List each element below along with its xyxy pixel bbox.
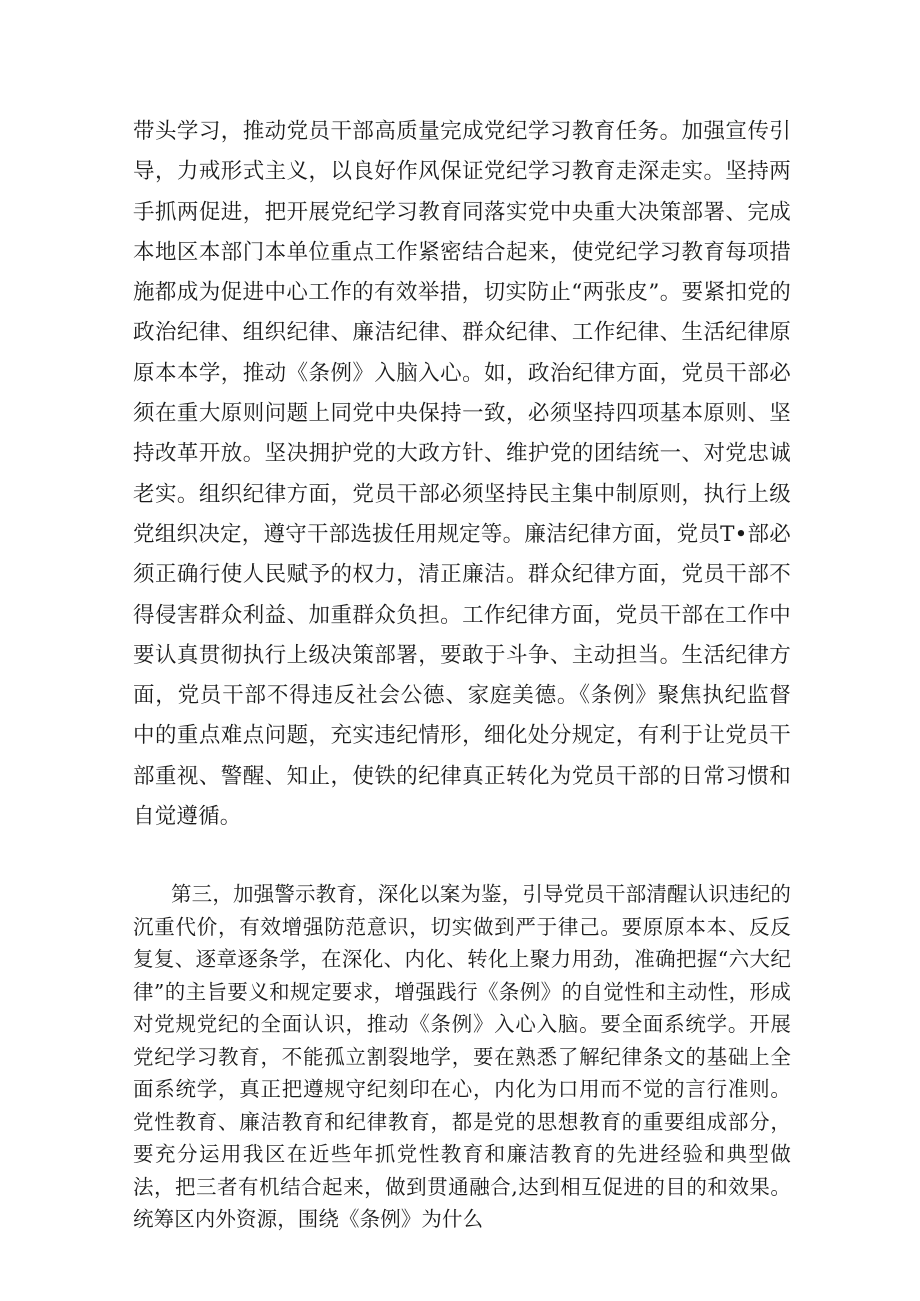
body-paragraph-discipline-study: 带头学习，推动党员干部高质量完成党纪学习教育任务。加强宣传引导，力戒形式主义，以良好作风保证党纪学习教育走深走实。坚持两手抓两促进，把开展党纪学习教育同落实党中央重大决策部署、完成本地区本部门本单位重点工作紧密结合起来，使党纪学习教育每项措施都成为促进中心工作的有效举措，切实防止“两张皮”。要紧扣党的政治纪律、组织纪律、廉洁纪律、群众纪律、工作纪律、生活纪律原原本本学，推动《条例》入脑入心。如，政治纪律方面，党员干部必须在重大原则问题上同党中央保持一致，必须坚持四项基本原则、坚持改革开放。坚决拥护党的大政方针、维护党的团结统一、对党忠诚老实。组织纪律方面，党员干部必须坚持民主集中制原则，执行上级党组织决定，遵守干部选拔任用规定等。廉洁纪律方面，党员T•部必须正确行使人民赋予的权力，清正廉洁。群众纪律方面，党员干部不得侵害群众利益、加重群众负担。工作纪律方面，党员干部在工作中要认真贯彻执行上级决策部署，要敢于斗争、主动担当。生活纪律方面，党员干部不得违反社会公德、家庭美德。《条例》聚焦执纪监督中的重点难点问题，充实违纪情形，细化处分规定，有利于让党员干部重视、警醒、知止，使铁的纪律真正转化为党员干部的日常习惯和自觉遵循。 — [133, 119, 791, 830]
body-paragraph-warning-education: 第三，加强警示教育，深化以案为鉴，引导党员干部清醒认识违纪的沉重代价，有效增强防范意识，切实做到严于律己。要原原本本、反反复复、逐章逐条学，在深化、内化、转化上聚力用劲，准确把握“六大纪律”的主旨要义和规定要求，增强践行《条例》的自觉性和主动性，形成对党规党纪的全面认识，推动《条例》入心入脑。要全面系统学。开展党纪学习教育，不能孤立割裂地学，要在熟悉了解纪律条文的基础上全面系统学，真正把遵规守纪刻印在心，内化为口用而不觉的言行准则。党性教育、廉洁教育和纪律教育，都是党的思想教育的重要组成部分，要充分运用我区在近些年抓党性教育和廉洁教育的先进经验和典型做法，把三者有机结合起来，做到贯通融合,达到相互促进的目的和效果。统筹区内外资源，围绕《条例》为什么 — [133, 882, 791, 1231]
